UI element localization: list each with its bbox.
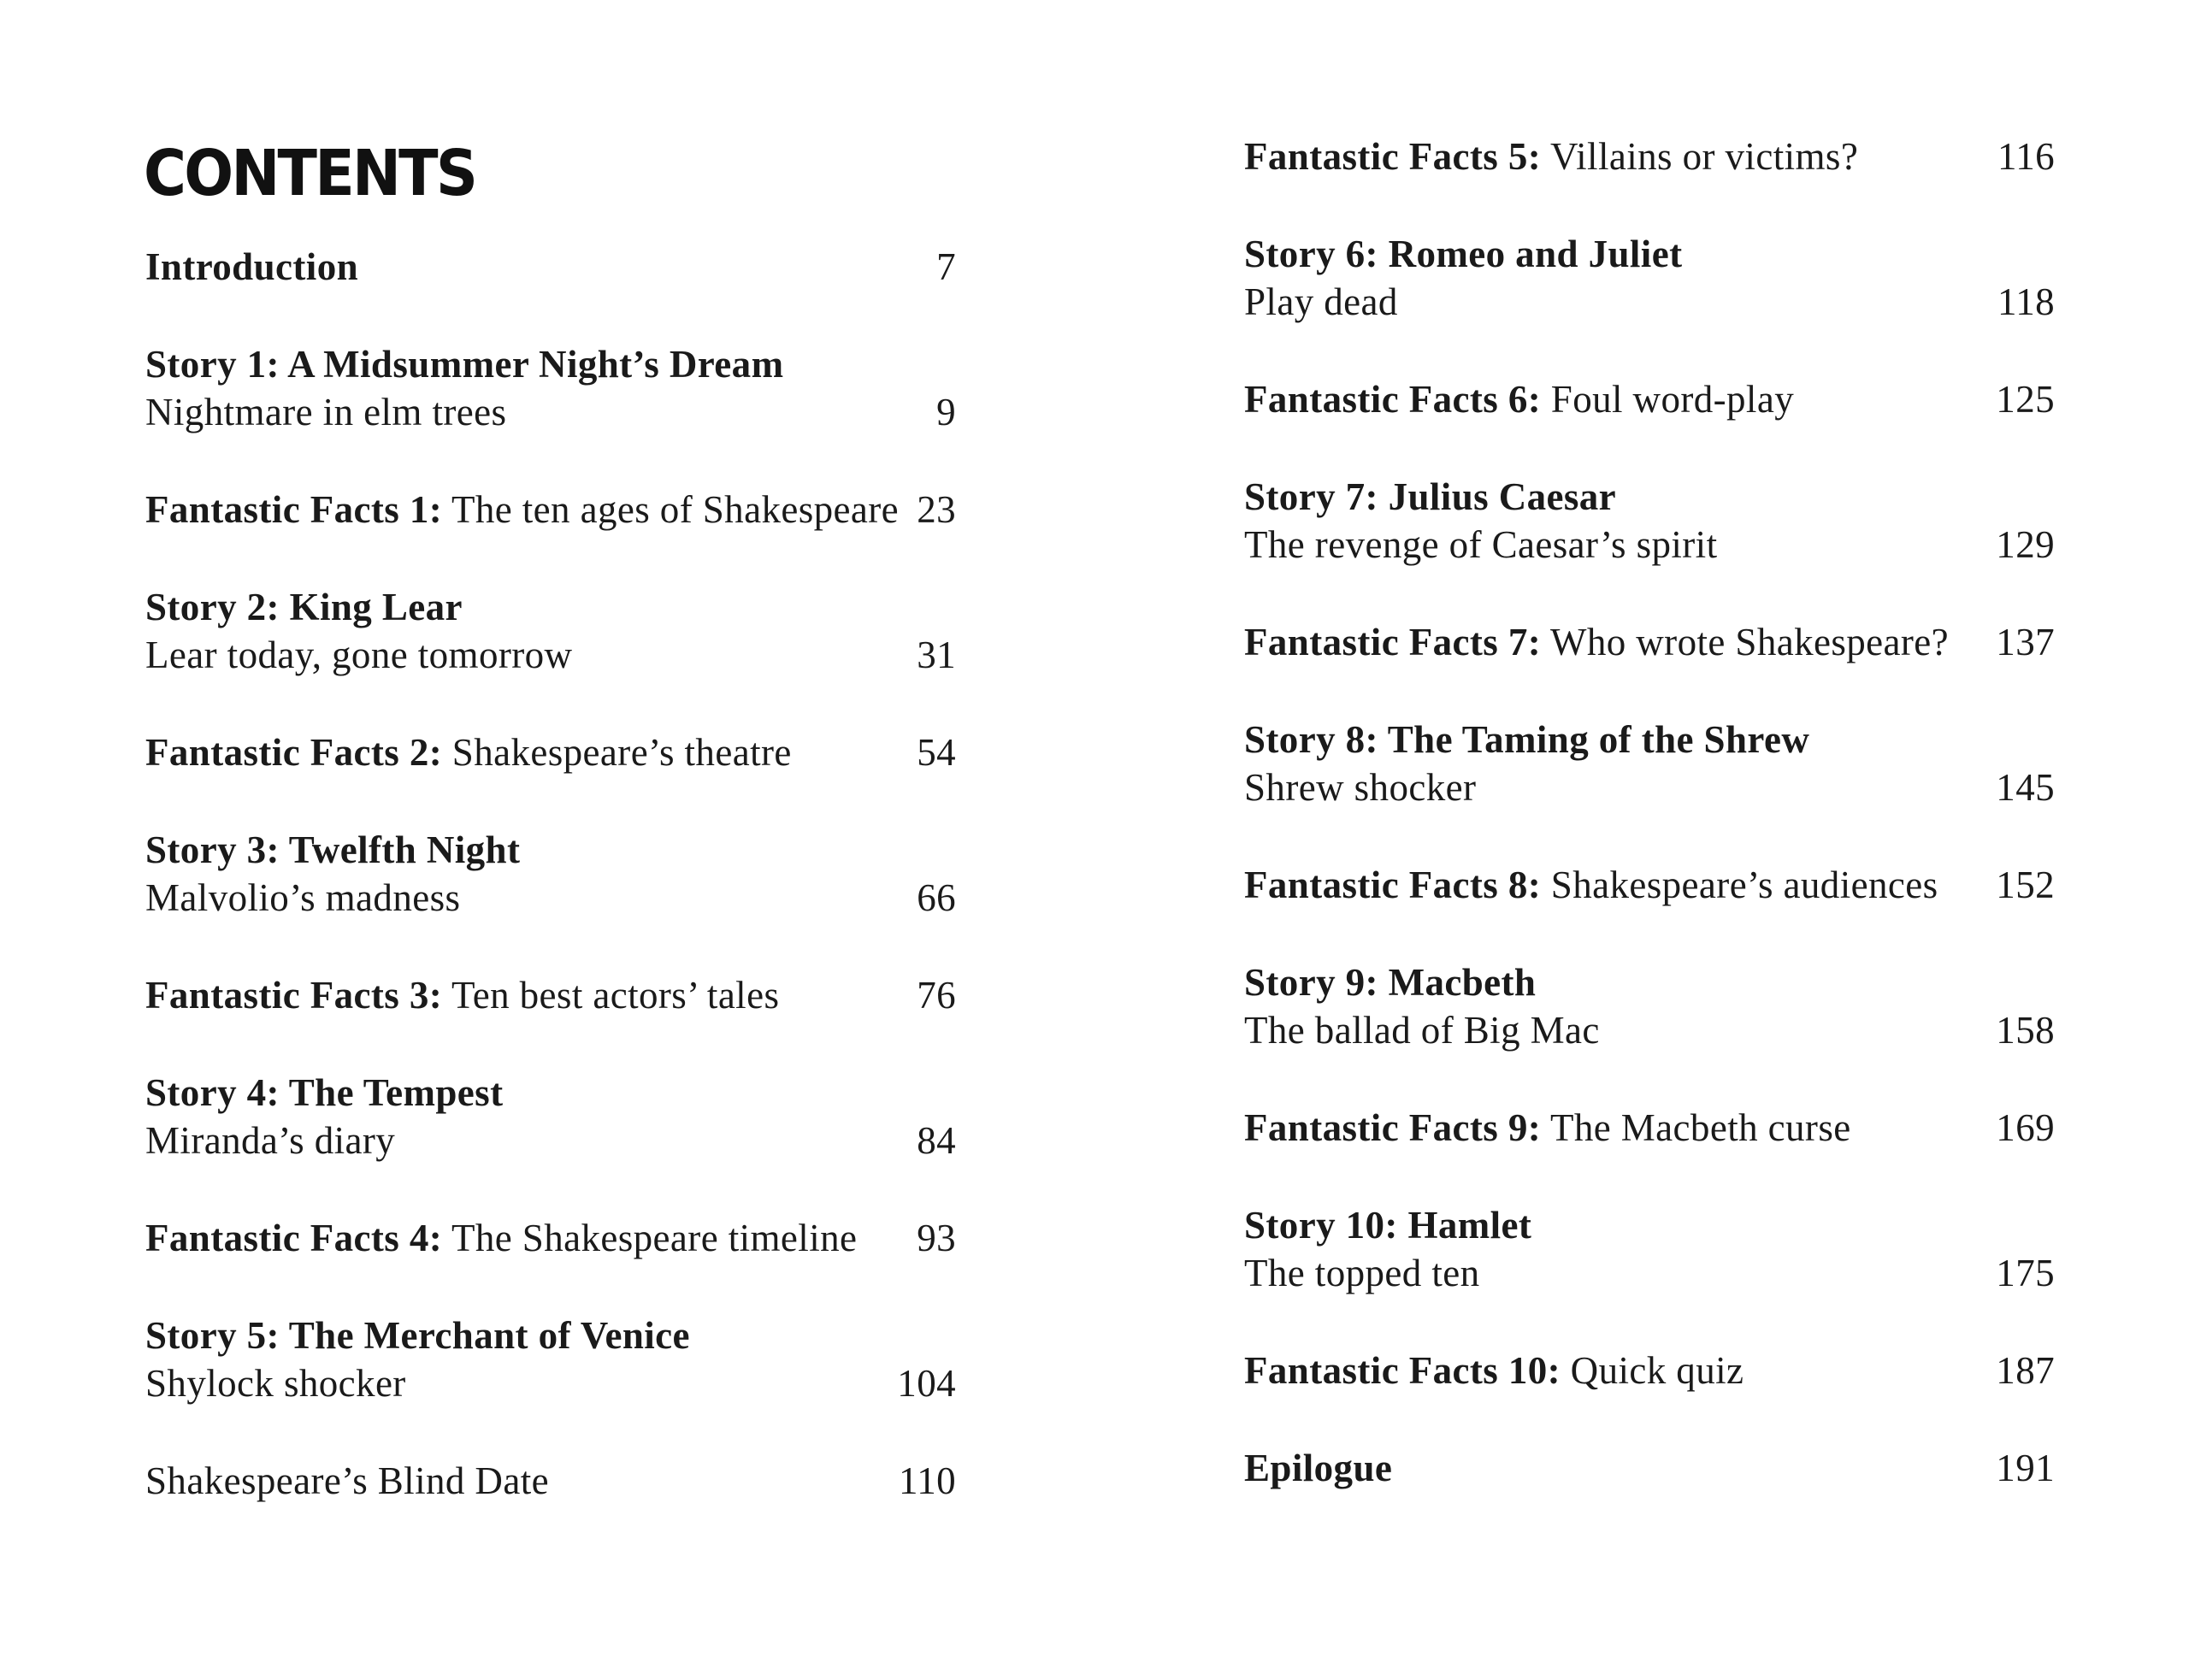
toc-heading-bold: Fantastic Facts 10: <box>1244 1349 1561 1392</box>
toc-heading <box>1244 1104 1851 1152</box>
page-number: 129 <box>1996 523 2055 566</box>
toc-heading <box>145 486 899 533</box>
toc-heading <box>1244 1201 1531 1249</box>
page-number: 76 <box>917 974 956 1017</box>
page-number: 93 <box>917 1217 956 1259</box>
toc-heading-line <box>1244 375 2055 423</box>
toc-entry[interactable] <box>145 728 956 776</box>
toc-heading-line <box>145 728 956 776</box>
page-number: 66 <box>917 876 956 919</box>
toc-heading-bold: Story 8: The Taming of the Shrew <box>1244 718 1810 761</box>
toc-heading-line <box>145 1069 956 1117</box>
toc-heading <box>1244 716 1809 763</box>
toc-entry[interactable] <box>1244 861 2055 909</box>
toc-heading <box>145 971 779 1019</box>
toc-entry[interactable] <box>145 243 956 291</box>
toc-heading <box>145 1312 690 1359</box>
page-number: 84 <box>917 1119 956 1162</box>
page-number: 169 <box>1996 1106 2055 1149</box>
toc-subtitle-line <box>1244 1249 2055 1297</box>
toc-heading <box>145 1069 503 1117</box>
toc-heading-bold: Fantastic Facts 2: <box>145 731 443 774</box>
toc-heading <box>1244 958 1536 1006</box>
toc-heading-bold: Story 3: Twelfth Night <box>145 828 521 871</box>
toc-entry[interactable] <box>145 1312 956 1407</box>
toc-heading <box>145 1214 857 1262</box>
toc-subtitle: Play dead <box>1244 280 1398 323</box>
toc-heading <box>145 1457 549 1505</box>
toc-entry[interactable] <box>145 340 956 436</box>
toc-heading <box>1244 133 1858 180</box>
toc-entry[interactable] <box>1244 133 2055 180</box>
toc-heading-text: Foul word-play <box>1541 378 1795 421</box>
toc-heading <box>145 243 358 291</box>
toc-heading-bold: Fantastic Facts 4: <box>145 1217 443 1259</box>
toc-heading-bold: Story 2: King Lear <box>145 586 463 628</box>
toc-entry[interactable] <box>1244 716 2055 811</box>
page-number: 191 <box>1996 1447 2055 1489</box>
toc-subtitle-line <box>1244 1006 2055 1054</box>
toc-heading <box>1244 375 1794 423</box>
toc-heading-text: The Macbeth curse <box>1541 1106 1851 1149</box>
toc-heading-line <box>1244 230 2055 278</box>
page-number: 158 <box>1996 1009 2055 1052</box>
toc-entry[interactable] <box>145 826 956 922</box>
toc-heading-line <box>1244 133 2055 180</box>
toc-entry[interactable] <box>145 486 956 533</box>
toc-subtitle-line <box>145 388 956 436</box>
toc-heading-bold: Fantastic Facts 6: <box>1244 378 1542 421</box>
toc-heading-bold: Fantastic Facts 1: <box>145 488 443 531</box>
toc-subtitle-line <box>145 631 956 679</box>
page-number: 118 <box>1997 280 2055 323</box>
contents-column-right <box>1244 133 2055 1541</box>
toc-entry[interactable] <box>145 1457 956 1505</box>
toc-subtitle-line <box>1244 763 2055 811</box>
toc-heading-bold: Fantastic Facts 9: <box>1244 1106 1542 1149</box>
toc-heading-bold: Fantastic Facts 8: <box>1244 864 1542 906</box>
toc-heading <box>1244 618 1949 666</box>
toc-heading-line <box>145 971 956 1019</box>
toc-subtitle: The ballad of Big Mac <box>1244 1009 1600 1052</box>
toc-heading-line <box>1244 1444 2055 1492</box>
toc-heading-line <box>1244 1104 2055 1152</box>
toc-heading <box>1244 861 1938 909</box>
toc-heading-line <box>145 340 956 388</box>
toc-heading-text: Villains or victims? <box>1541 135 1859 178</box>
toc-subtitle-line <box>1244 521 2055 569</box>
toc-entry[interactable] <box>1244 1104 2055 1152</box>
toc-heading-text: Quick quiz <box>1561 1349 1744 1392</box>
page-number: 104 <box>897 1362 956 1405</box>
contents-column-left <box>145 243 956 1554</box>
toc-entry[interactable] <box>1244 1347 2055 1394</box>
page-number: 23 <box>917 488 956 531</box>
toc-heading <box>145 583 463 631</box>
toc-heading-line <box>145 243 956 291</box>
toc-heading <box>1244 230 1682 278</box>
toc-heading-bold: Story 1: A Midsummer Night’s Dream <box>145 343 784 386</box>
toc-heading-line <box>1244 958 2055 1006</box>
toc-heading <box>1244 1347 1744 1394</box>
page-number: 116 <box>1997 135 2055 178</box>
page-number: 137 <box>1996 621 2055 663</box>
toc-heading <box>1244 473 1616 521</box>
toc-heading-text: Shakespeare’s Blind Date <box>145 1459 549 1502</box>
page-number: 152 <box>1996 864 2055 906</box>
toc-heading-text: The Shakespeare timeline <box>442 1217 858 1259</box>
toc-subtitle-line <box>145 1117 956 1164</box>
toc-heading-line <box>145 583 956 631</box>
toc-heading-bold: Story 7: Julius Caesar <box>1244 475 1617 518</box>
page-number: 145 <box>1996 766 2055 809</box>
page-number: 175 <box>1996 1252 2055 1294</box>
toc-subtitle-line <box>1244 278 2055 326</box>
toc-heading-bold: Story 10: Hamlet <box>1244 1204 1532 1247</box>
toc-entry[interactable] <box>1244 618 2055 666</box>
toc-subtitle: Shylock shocker <box>145 1362 406 1405</box>
page-number: 31 <box>917 634 956 676</box>
page-number: 187 <box>1996 1349 2055 1392</box>
toc-heading-bold: Story 5: The Merchant of Venice <box>145 1314 690 1357</box>
toc-heading <box>145 340 783 388</box>
toc-subtitle: Malvolio’s madness <box>145 876 461 919</box>
page-number: 125 <box>1996 378 2055 421</box>
toc-entry[interactable] <box>1244 473 2055 569</box>
toc-heading-bold: Fantastic Facts 7: <box>1244 621 1542 663</box>
toc-entry[interactable] <box>145 1069 956 1164</box>
toc-subtitle: Shrew shocker <box>1244 766 1477 809</box>
toc-subtitle: The topped ten <box>1244 1252 1480 1294</box>
toc-entry[interactable] <box>1244 958 2055 1054</box>
toc-subtitle: Miranda’s diary <box>145 1119 396 1162</box>
page-title: CONTENTS <box>144 137 476 210</box>
toc-subtitle-line <box>145 874 956 922</box>
toc-entry[interactable] <box>145 1214 956 1262</box>
toc-entry[interactable] <box>1244 1444 2055 1492</box>
toc-subtitle: Nightmare in elm trees <box>145 391 507 433</box>
toc-heading-line <box>145 486 956 533</box>
toc-heading-line <box>1244 618 2055 666</box>
page-number: 9 <box>936 391 956 433</box>
toc-heading-bold: Story 4: The Tempest <box>145 1071 504 1114</box>
toc-subtitle: The revenge of Caesar’s spirit <box>1244 523 1718 566</box>
toc-heading-bold: Story 6: Romeo and Juliet <box>1244 233 1683 275</box>
toc-heading-bold: Story 9: Macbeth <box>1244 961 1537 1004</box>
page-number: 54 <box>917 731 956 774</box>
toc-heading-text: The ten ages of Shakespeare <box>442 488 900 531</box>
toc-subtitle: Lear today, gone tomorrow <box>145 634 573 676</box>
toc-heading-line <box>1244 861 2055 909</box>
toc-heading-line <box>1244 716 2055 763</box>
toc-entry[interactable] <box>145 583 956 679</box>
toc-entry[interactable] <box>145 971 956 1019</box>
toc-heading-text: Shakespeare’s theatre <box>442 731 792 774</box>
toc-heading-line <box>145 1457 956 1505</box>
toc-heading-line <box>1244 1347 2055 1394</box>
toc-heading <box>145 826 520 874</box>
toc-heading <box>1244 1444 1392 1492</box>
toc-heading-bold: Fantastic Facts 3: <box>145 974 443 1017</box>
toc-heading-line <box>1244 473 2055 521</box>
toc-entry[interactable] <box>1244 375 2055 423</box>
toc-heading-text: Who wrote Shakespeare? <box>1541 621 1950 663</box>
toc-heading <box>145 728 792 776</box>
page-number: 7 <box>936 245 956 288</box>
toc-heading-line <box>1244 1201 2055 1249</box>
page-number: 110 <box>898 1459 956 1502</box>
toc-heading-bold: Fantastic Facts 5: <box>1244 135 1542 178</box>
toc-heading-line <box>145 826 956 874</box>
toc-heading-bold: Introduction <box>145 245 359 288</box>
toc-heading-bold: Epilogue <box>1244 1447 1393 1489</box>
toc-entry[interactable] <box>1244 1201 2055 1297</box>
toc-entry[interactable] <box>1244 230 2055 326</box>
toc-heading-text: Shakespeare’s audiences <box>1541 864 1938 906</box>
toc-heading-line <box>145 1214 956 1262</box>
toc-heading-text: Ten best actors’ tales <box>442 974 780 1017</box>
toc-subtitle-line <box>145 1359 956 1407</box>
toc-heading-line <box>145 1312 956 1359</box>
